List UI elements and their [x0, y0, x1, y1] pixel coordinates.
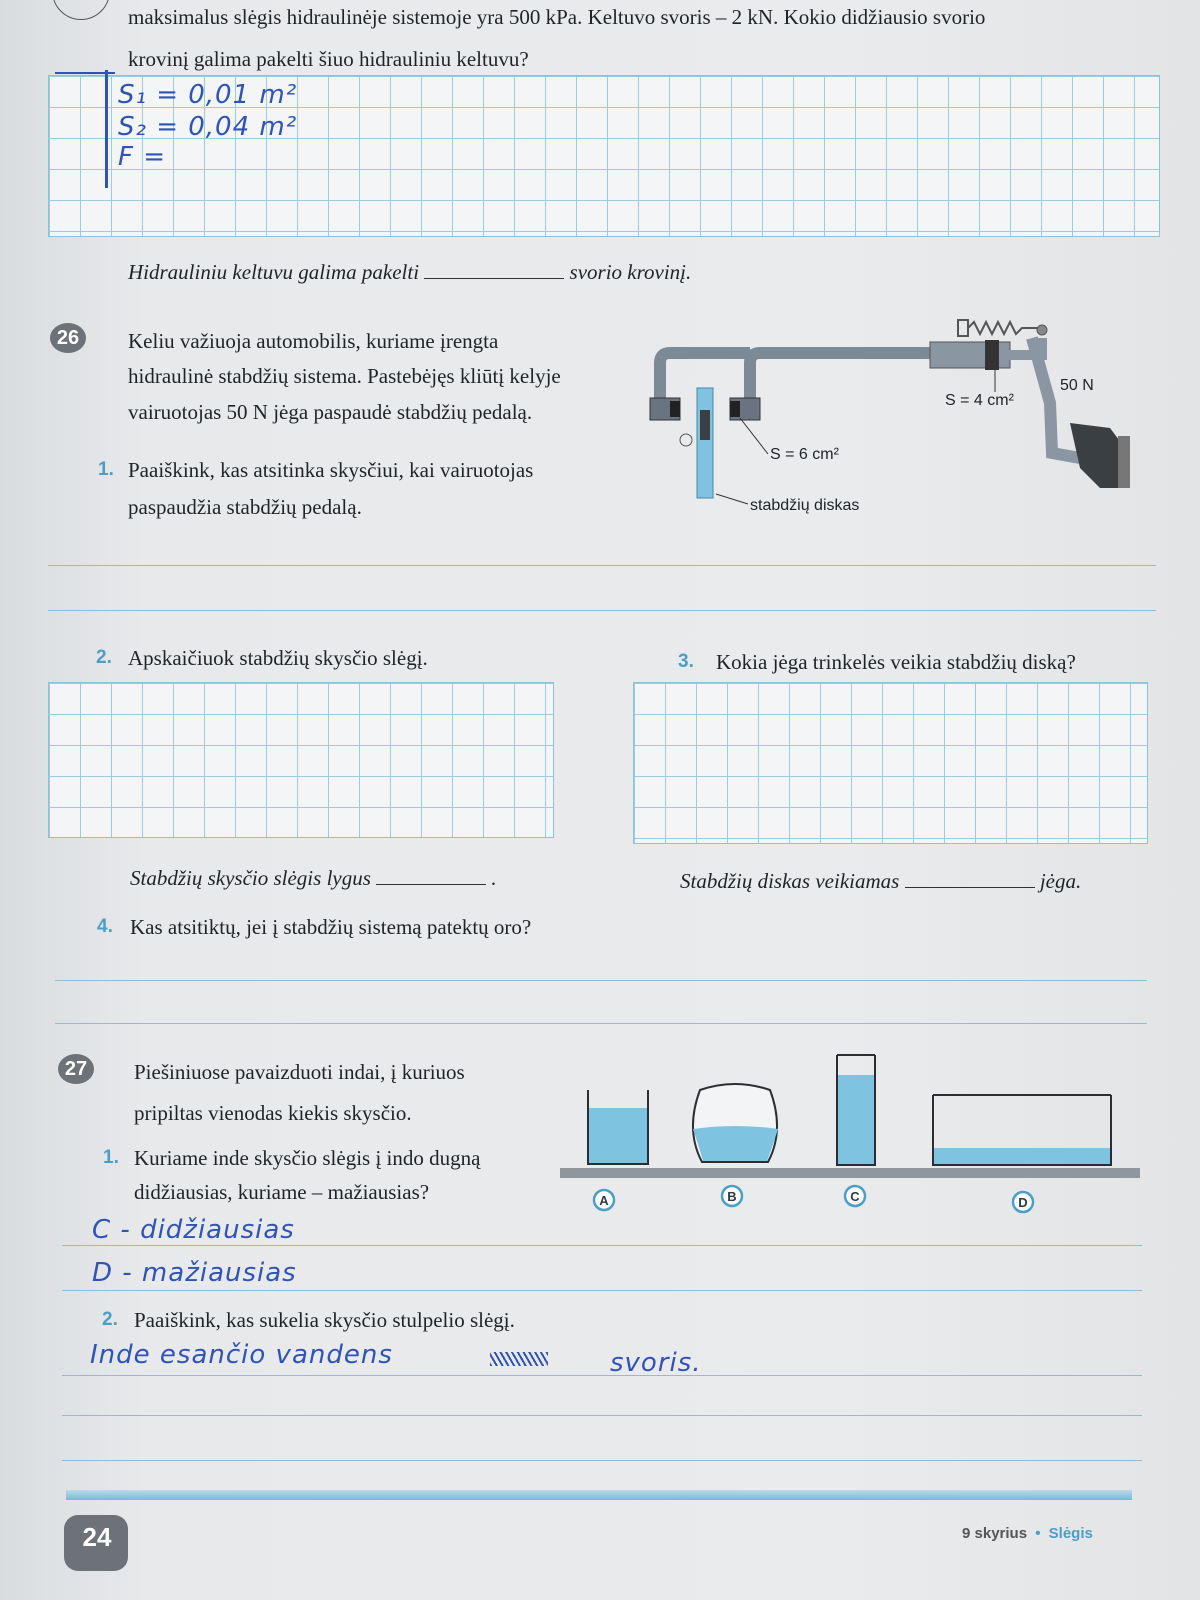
task-27-intro-1: Piešiniuose pavaizduoti indai, į kuriuos: [134, 1060, 465, 1084]
disk-label: stabdžių diskas: [750, 497, 860, 514]
vessel-b: [693, 1084, 778, 1162]
q2-answer-after: .: [491, 866, 497, 890]
vessels-diagram: [560, 1050, 1150, 1225]
force-label: 50 N: [1060, 377, 1094, 394]
task-26-q1-line1: Paaiškink, kas atsitinka skysčiui, kai vairuotojas: [128, 458, 534, 482]
given-s1: S₁ = 0,01 m²: [118, 80, 298, 110]
task-27-hand-q2-part1: Inde esančio vandens: [90, 1340, 393, 1370]
top-answer-blank[interactable]: [424, 278, 564, 279]
brake-disk: [680, 388, 713, 498]
vessel-a: [588, 1090, 648, 1164]
task-27-q2-number: 2.: [102, 1309, 118, 1330]
task-27-q1-number: 1.: [103, 1147, 119, 1168]
small-area-label: S = 4 cm²: [945, 392, 1014, 409]
task-26-q2-answer: [130, 863, 497, 893]
task-27-q1-answer-line-2[interactable]: [62, 1290, 1142, 1291]
svg-text:B: B: [727, 1189, 737, 1204]
task-26-q1-answer-line-2[interactable]: [48, 610, 1156, 611]
task-26-q2-number: 2.: [96, 647, 112, 668]
task-26-intro-3: vairuotojas 50 N jėga paspaudė stabdžių pedalą.: [128, 400, 533, 424]
task-26-q3-answer: [680, 866, 1081, 896]
chapter-label: 9 skyrius: [962, 1525, 1028, 1542]
task-26-intro-2: hidraulinė stabdžių sistema. Pastebėjęs kliūtį kelyje: [128, 364, 561, 388]
large-area-pointer: [740, 418, 768, 454]
q3-answer-before: Stabdžių diskas veikiamas: [680, 869, 900, 893]
vessel-label-a: [594, 1190, 614, 1210]
svg-text:D: D: [1018, 1195, 1028, 1210]
task-27-q1-line1: Kuriame inde skysčio slėgis į indo dugną: [134, 1146, 481, 1170]
task-27-q1-line2: didžiausias, kuriame – mažiausias?: [134, 1180, 430, 1204]
task-26-intro-1: Keliu važiuoja automobilis, kuriame įrengta: [128, 329, 499, 353]
task-27-intro-2: pripiltas vienodas kiekis skysčio.: [134, 1101, 412, 1125]
vessel-label-d: [1013, 1192, 1033, 1212]
task-26-q2: Apskaičiuok stabdžių skysčio slėgį.: [128, 646, 428, 670]
task-26-q1-number: 1.: [98, 459, 114, 480]
page-number: 24: [82, 1522, 112, 1552]
q2-answer-before: Stabdžių skysčio slėgis lygus: [130, 866, 371, 890]
prev-task-line1: maksimalus slėgis hidraulinėje sistemoje yra 500 kPa. Keltuvo svoris – 2 kN. Kokio didžiausio svorio: [128, 5, 986, 29]
task-26-q2-grid[interactable]: [48, 682, 554, 838]
task-26-q3: Kokia jėga trinkelės veikia stabdžių diską?: [716, 650, 1076, 674]
task-27-q2-answer-line-1[interactable]: [62, 1375, 1142, 1376]
prev-task-line2: krovinį galima pakelti šiuo hidrauliniu keltuvu?: [128, 47, 529, 71]
task-26-q4: Kas atsitiktų, jei į stabdžių sistemą patektų oro?: [130, 915, 532, 939]
prev-task-circle: [52, 0, 110, 20]
task-26-q3-number: 3.: [678, 651, 694, 672]
footer-band: [66, 1490, 1132, 1500]
top-answer-before: Hidrauliniu keltuvu galima pakelti: [128, 260, 420, 284]
top-answer-after: svorio krovinį.: [569, 260, 692, 284]
brake-system-diagram: [640, 318, 1160, 518]
spring: [958, 320, 1047, 336]
task-26-q4-answer-line-1[interactable]: [55, 980, 1147, 981]
task-26-q4-number: 4.: [97, 916, 113, 937]
q3-answer-blank[interactable]: [905, 887, 1035, 888]
task-26-q4-answer-line-2[interactable]: [55, 1023, 1147, 1024]
task-26-q1-line2: paspaudžia stabdžių pedalą.: [128, 495, 362, 519]
q2-answer-blank[interactable]: [376, 884, 486, 885]
footer-bullet: •: [1035, 1525, 1041, 1542]
task-27-hand-q2-part2: svoris.: [610, 1348, 702, 1378]
vessel-c: [837, 1055, 875, 1165]
vessel-d: [933, 1095, 1111, 1165]
given-f: F =: [118, 142, 167, 172]
scribble: [490, 1352, 548, 1366]
given-s2: S₂ = 0,04 m²: [118, 112, 298, 142]
section-label: Slėgis: [1048, 1525, 1093, 1542]
task-27-q2-answer-line-3[interactable]: [62, 1460, 1142, 1461]
top-answer-sentence: [128, 257, 691, 287]
q3-answer-after: jėga.: [1039, 869, 1082, 893]
svg-text:C: C: [850, 1189, 860, 1204]
large-area-label: S = 6 cm²: [770, 446, 839, 463]
task-27-q2-answer-line-2[interactable]: [62, 1415, 1142, 1416]
shelf: [560, 1168, 1140, 1178]
task-27-hand-answer-1: C - didžiausias: [92, 1215, 295, 1245]
task-27-badge: 27: [58, 1054, 94, 1084]
footer-chapter: [962, 1525, 1093, 1542]
task-26-q3-grid[interactable]: [633, 682, 1148, 844]
task-27-q1-answer-line-1[interactable]: [62, 1245, 1142, 1246]
vessel-label-b: [722, 1186, 742, 1206]
task-27-q2: Paaiškink, kas sukelia skysčio stulpelio slėgį.: [134, 1308, 515, 1332]
given-underline: [55, 72, 115, 74]
disk-pointer: [716, 494, 748, 504]
master-cylinder: [930, 340, 1010, 370]
brake-pedal: [999, 338, 1130, 488]
svg-text:A: A: [599, 1193, 609, 1208]
task-26-q1-answer-line-1[interactable]: [48, 565, 1156, 566]
vessel-label-c: [845, 1186, 865, 1206]
task-26-badge: 26: [50, 323, 86, 353]
given-divider: [105, 70, 108, 188]
task-27-hand-answer-2: D - mažiausias: [92, 1258, 297, 1288]
